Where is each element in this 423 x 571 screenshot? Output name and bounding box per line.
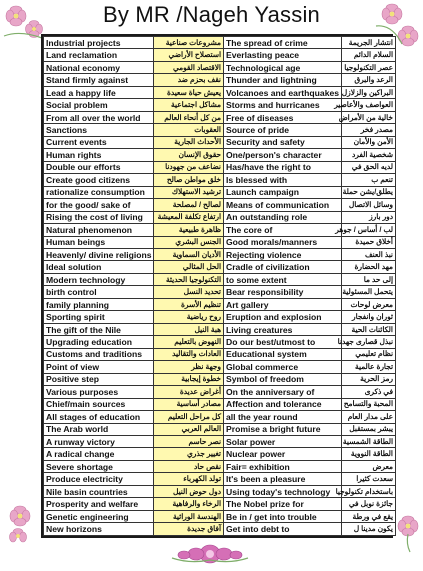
- english-phrase-left: Modern technology: [44, 273, 154, 285]
- table-row: [44, 373, 396, 385]
- english-phrase-right: Global commerce: [224, 361, 342, 373]
- arabic-translation-left: مشروعات صناعية: [154, 37, 224, 49]
- english-phrase-right: Solar power: [224, 436, 342, 448]
- arabic-translation-right: لديه الحق في: [342, 161, 396, 173]
- arabic-translation-right: سعدت كثيرا: [342, 473, 396, 485]
- english-phrase-left: Positive step: [44, 373, 154, 385]
- arabic-translation-right: العواصف والأعاصير: [342, 99, 396, 111]
- english-phrase-left: The Arab world: [44, 423, 154, 435]
- arabic-translation-right: الرعد والبرق: [342, 74, 396, 86]
- vocabulary-grid: [43, 36, 396, 536]
- english-phrase-left: Stand firmly against: [44, 74, 154, 86]
- arabic-translation-right: دور بارز: [342, 211, 396, 223]
- arabic-translation-left: روح رياضية: [154, 311, 224, 323]
- arabic-translation-right: خالية من الأمراض: [342, 111, 396, 123]
- english-phrase-left: Industrial projects: [44, 37, 154, 49]
- english-phrase-left: Land reclamation: [44, 49, 154, 61]
- arabic-translation-left: تحديد النسل: [154, 286, 224, 298]
- english-phrase-right: Means of communication: [224, 199, 342, 211]
- arabic-translation-left: ظاهرة طبيعية: [154, 224, 224, 236]
- english-phrase-left: Lead a happy life: [44, 86, 154, 98]
- table-row: [44, 336, 396, 348]
- table-row: [44, 174, 396, 186]
- english-phrase-left: A runway victory: [44, 436, 154, 448]
- english-phrase-right: Be in / get into trouble: [224, 510, 342, 522]
- english-phrase-left: National economy: [44, 61, 154, 73]
- english-phrase-right: Eruption and explosion: [224, 311, 342, 323]
- arabic-translation-right: الأمن والأمان: [342, 136, 396, 148]
- arabic-translation-right: معرض: [342, 460, 396, 472]
- arabic-translation-left: هبة النيل: [154, 323, 224, 335]
- english-phrase-right: One/person's character: [224, 149, 342, 161]
- arabic-translation-right: يبشر بمستقبل: [342, 423, 396, 435]
- table-row: [44, 186, 396, 198]
- arabic-translation-left: الرخاء والرفاهية: [154, 498, 224, 510]
- arabic-translation-left: خلق مواطن صالح: [154, 174, 224, 186]
- arabic-translation-left: يعيش حياة سعيدة: [154, 86, 224, 98]
- arabic-translation-left: نصر حاسم: [154, 436, 224, 448]
- table-row: [44, 99, 396, 111]
- arabic-translation-right: الطاقة النووية: [342, 448, 396, 460]
- english-phrase-right: Rejecting violence: [224, 248, 342, 260]
- arabic-translation-right: رمز الحرية: [342, 373, 396, 385]
- english-phrase-left: Customs and traditions: [44, 348, 154, 360]
- arabic-translation-right: المحبة والتسامح: [342, 398, 396, 410]
- english-phrase-left: rationalize consumption: [44, 186, 154, 198]
- footer-flower-decoration: [170, 542, 250, 566]
- english-phrase-right: The core of: [224, 224, 342, 236]
- arabic-translation-right: وسائل الاتصال: [342, 199, 396, 211]
- english-phrase-left: Create good citizens: [44, 174, 154, 186]
- english-phrase-right: Has/have the right to: [224, 161, 342, 173]
- arabic-translation-left: تولد الكهرباء: [154, 473, 224, 485]
- arabic-translation-right: في ذكرى: [342, 386, 396, 398]
- table-row: [44, 199, 396, 211]
- table-row: [44, 348, 396, 360]
- arabic-translation-left: دول حوض النيل: [154, 485, 224, 497]
- table-row: [44, 111, 396, 123]
- arabic-translation-left: مشاكل اجتماعية: [154, 99, 224, 111]
- table-row: [44, 386, 396, 398]
- table-row: [44, 236, 396, 248]
- english-phrase-right: Using today's technology: [224, 485, 342, 497]
- english-phrase-left: Produce electricity: [44, 473, 154, 485]
- table-row: [44, 61, 396, 73]
- arabic-translation-right: يطلق/يشن حملة: [342, 186, 396, 198]
- english-phrase-left: Severe shortage: [44, 460, 154, 472]
- english-phrase-left: All stages of education: [44, 411, 154, 423]
- arabic-translation-right: ثوران وانفجار: [342, 311, 396, 323]
- english-phrase-left: Heavenly/ divine religions: [44, 248, 154, 260]
- flower-decoration-left-bottom: [2, 500, 42, 544]
- arabic-translation-right: يكون مدينا ل: [342, 523, 396, 536]
- arabic-translation-right: انتشار الجريمة: [342, 37, 396, 49]
- table-row: [44, 273, 396, 285]
- english-phrase-left: A radical change: [44, 448, 154, 460]
- english-phrase-right: Storms and hurricanes: [224, 99, 342, 111]
- vocabulary-table: [41, 34, 393, 538]
- table-row: [44, 311, 396, 323]
- arabic-translation-left: خطوة إيجابية: [154, 373, 224, 385]
- arabic-translation-left: تنظيم الأسرة: [154, 298, 224, 310]
- arabic-translation-left: تغيير جذري: [154, 448, 224, 460]
- table-row: [44, 248, 396, 260]
- english-phrase-right: Bear responsibility: [224, 286, 342, 298]
- table-row: [44, 523, 396, 536]
- arabic-translation-right: نظام تعليمي: [342, 348, 396, 360]
- english-phrase-right: Affection and tolerance: [224, 398, 342, 410]
- table-row: [44, 485, 396, 497]
- english-phrase-right: The spread of crime: [224, 37, 342, 49]
- arabic-translation-right: السلام الدائم: [342, 49, 396, 61]
- english-phrase-left: New horizons: [44, 523, 154, 536]
- english-phrase-left: Sporting spirit: [44, 311, 154, 323]
- english-phrase-right: The Nobel prize for: [224, 498, 342, 510]
- arabic-translation-right: الكائنات الحية: [342, 323, 396, 335]
- english-phrase-right: Technological age: [224, 61, 342, 73]
- english-phrase-left: Social problem: [44, 99, 154, 111]
- table-row: [44, 436, 396, 448]
- english-phrase-left: Chief/main sources: [44, 398, 154, 410]
- english-phrase-right: An outstanding role: [224, 211, 342, 223]
- table-row: [44, 74, 396, 86]
- english-phrase-left: Ideal solution: [44, 261, 154, 273]
- arabic-translation-right: نبذل قصارى جهدنا: [342, 336, 396, 348]
- english-phrase-right: On the anniversary of: [224, 386, 342, 398]
- arabic-translation-right: مصدر فخر: [342, 124, 396, 136]
- arabic-translation-left: النهوض بالتعليم: [154, 336, 224, 348]
- english-phrase-right: Living creatures: [224, 323, 342, 335]
- english-phrase-right: Everlasting peace: [224, 49, 342, 61]
- english-phrase-left: Upgrading education: [44, 336, 154, 348]
- english-phrase-right: Nuclear power: [224, 448, 342, 460]
- arabic-translation-right: تجارة عالمية: [342, 361, 396, 373]
- english-phrase-left: Nile basin countries: [44, 485, 154, 497]
- arabic-translation-left: وجهة نظر: [154, 361, 224, 373]
- table-row: [44, 411, 396, 423]
- english-phrase-left: Genetic engineering: [44, 510, 154, 522]
- table-row: [44, 49, 396, 61]
- english-phrase-right: Launch campaign: [224, 186, 342, 198]
- arabic-translation-right: أخلاق حميدة: [342, 236, 396, 248]
- arabic-translation-left: آفاق جديدة: [154, 523, 224, 536]
- table-row: [44, 149, 396, 161]
- table-row: [44, 224, 396, 236]
- arabic-translation-left: أغراض عديدة: [154, 386, 224, 398]
- arabic-translation-right: باستخدام تكنولوجيا: [342, 485, 396, 497]
- table-row: [44, 398, 396, 410]
- arabic-translation-left: ترشيد الاستهلاك: [154, 186, 224, 198]
- table-row: [44, 136, 396, 148]
- english-phrase-right: Source of pride: [224, 124, 342, 136]
- arabic-translation-left: نضاعف من جهودنا: [154, 161, 224, 173]
- english-phrase-right: Security and safety: [224, 136, 342, 148]
- table-row: [44, 124, 396, 136]
- english-phrase-right: Cradle of civilization: [224, 261, 342, 273]
- english-phrase-left: Point of view: [44, 361, 154, 373]
- arabic-translation-left: نقص حاد: [154, 460, 224, 472]
- english-phrase-right: Good morals/manners: [224, 236, 342, 248]
- english-phrase-left: Double our efforts: [44, 161, 154, 173]
- english-phrase-left: for the good/ sake of: [44, 199, 154, 211]
- english-phrase-right: Volcanoes and earthquakes: [224, 86, 342, 98]
- arabic-translation-right: تنعم ب: [342, 174, 396, 186]
- english-phrase-left: Current events: [44, 136, 154, 148]
- arabic-translation-left: كل مراحل التعليم: [154, 411, 224, 423]
- english-phrase-right: to some extent: [224, 273, 342, 285]
- arabic-translation-left: الأحداث الجارية: [154, 136, 224, 148]
- english-phrase-right: Do our best/utmost to: [224, 336, 342, 348]
- header: [0, 0, 423, 30]
- english-phrase-right: Is blessed with: [224, 174, 342, 186]
- arabic-translation-right: البراكين والزلازل: [342, 86, 396, 98]
- arabic-translation-left: لصالح / لمصلحة: [154, 199, 224, 211]
- english-phrase-left: From all over the world: [44, 111, 154, 123]
- table-row: [44, 261, 396, 273]
- english-phrase-right: It's been a pleasure: [224, 473, 342, 485]
- arabic-translation-left: الحل المثالي: [154, 261, 224, 273]
- table-row: [44, 448, 396, 460]
- english-phrase-left: Sanctions: [44, 124, 154, 136]
- english-phrase-right: Fair= exhibition: [224, 460, 342, 472]
- arabic-translation-left: استصلاح الأراضي: [154, 49, 224, 61]
- english-phrase-left: Natural phenomenon: [44, 224, 154, 236]
- arabic-translation-right: يتحمل المسئولية: [342, 286, 396, 298]
- arabic-translation-left: نقف بحزم ضد: [154, 74, 224, 86]
- arabic-translation-left: حقوق الإنسان: [154, 149, 224, 161]
- arabic-translation-left: الجنس البشري: [154, 236, 224, 248]
- arabic-translation-right: عصر التكنولوجيا: [342, 61, 396, 73]
- english-phrase-right: Free of diseases: [224, 111, 342, 123]
- arabic-translation-right: الطاقة الشمسية: [342, 436, 396, 448]
- arabic-translation-right: نبذ العنف: [342, 248, 396, 260]
- page-title: By MR /Nageh Yassin: [103, 2, 320, 27]
- english-phrase-left: Various purposes: [44, 386, 154, 398]
- arabic-translation-right: معرض لوحات: [342, 298, 396, 310]
- arabic-translation-left: العالم العربي: [154, 423, 224, 435]
- arabic-translation-right: مهد الحضارة: [342, 261, 396, 273]
- arabic-translation-right: يقع في ورطة: [342, 510, 396, 522]
- english-phrase-right: all the year round: [224, 411, 342, 423]
- arabic-translation-left: العقوبات: [154, 124, 224, 136]
- table-row: [44, 423, 396, 435]
- arabic-translation-left: من كل أنحاء العالم: [154, 111, 224, 123]
- arabic-translation-left: الأديان السماوية: [154, 248, 224, 260]
- english-phrase-right: Promise a bright future: [224, 423, 342, 435]
- arabic-translation-left: الهندسة الوراثية: [154, 510, 224, 522]
- english-phrase-right: Get into debt to: [224, 523, 342, 536]
- table-row: [44, 361, 396, 373]
- table-row: [44, 473, 396, 485]
- english-phrase-right: Thunder and lightning: [224, 74, 342, 86]
- english-phrase-left: Human rights: [44, 149, 154, 161]
- table-row: [44, 323, 396, 335]
- table-row: [44, 211, 396, 223]
- table-row: [44, 510, 396, 522]
- english-phrase-left: birth control: [44, 286, 154, 298]
- english-phrase-left: The gift of the Nile: [44, 323, 154, 335]
- english-phrase-left: Prosperity and welfare: [44, 498, 154, 510]
- table-row: [44, 161, 396, 173]
- english-phrase-left: Rising the cost of living: [44, 211, 154, 223]
- table-row: [44, 460, 396, 472]
- flower-decoration-right-bottom: [394, 510, 422, 554]
- english-phrase-left: Human beings: [44, 236, 154, 248]
- table-row: [44, 37, 396, 49]
- english-phrase-right: Symbol of freedom: [224, 373, 342, 385]
- arabic-translation-left: مصادر أساسية: [154, 398, 224, 410]
- arabic-translation-right: على مدار العام: [342, 411, 396, 423]
- arabic-translation-right: جائزة نوبل في: [342, 498, 396, 510]
- arabic-translation-left: ارتفاع تكلفة المعيشة: [154, 211, 224, 223]
- table-row: [44, 298, 396, 310]
- english-phrase-right: Educational system: [224, 348, 342, 360]
- english-phrase-right: Art gallery: [224, 298, 342, 310]
- arabic-translation-left: التكنولوجيا الحديثة: [154, 273, 224, 285]
- arabic-translation-left: الاقتصاد القومي: [154, 61, 224, 73]
- arabic-translation-right: لب / أساس / جوهر: [342, 224, 396, 236]
- arabic-translation-left: العادات والتقاليد: [154, 348, 224, 360]
- arabic-translation-right: إلى حد ما: [342, 273, 396, 285]
- arabic-translation-right: شخصية الفرد: [342, 149, 396, 161]
- table-row: [44, 86, 396, 98]
- english-phrase-left: family planning: [44, 298, 154, 310]
- table-row: [44, 286, 396, 298]
- table-row: [44, 498, 396, 510]
